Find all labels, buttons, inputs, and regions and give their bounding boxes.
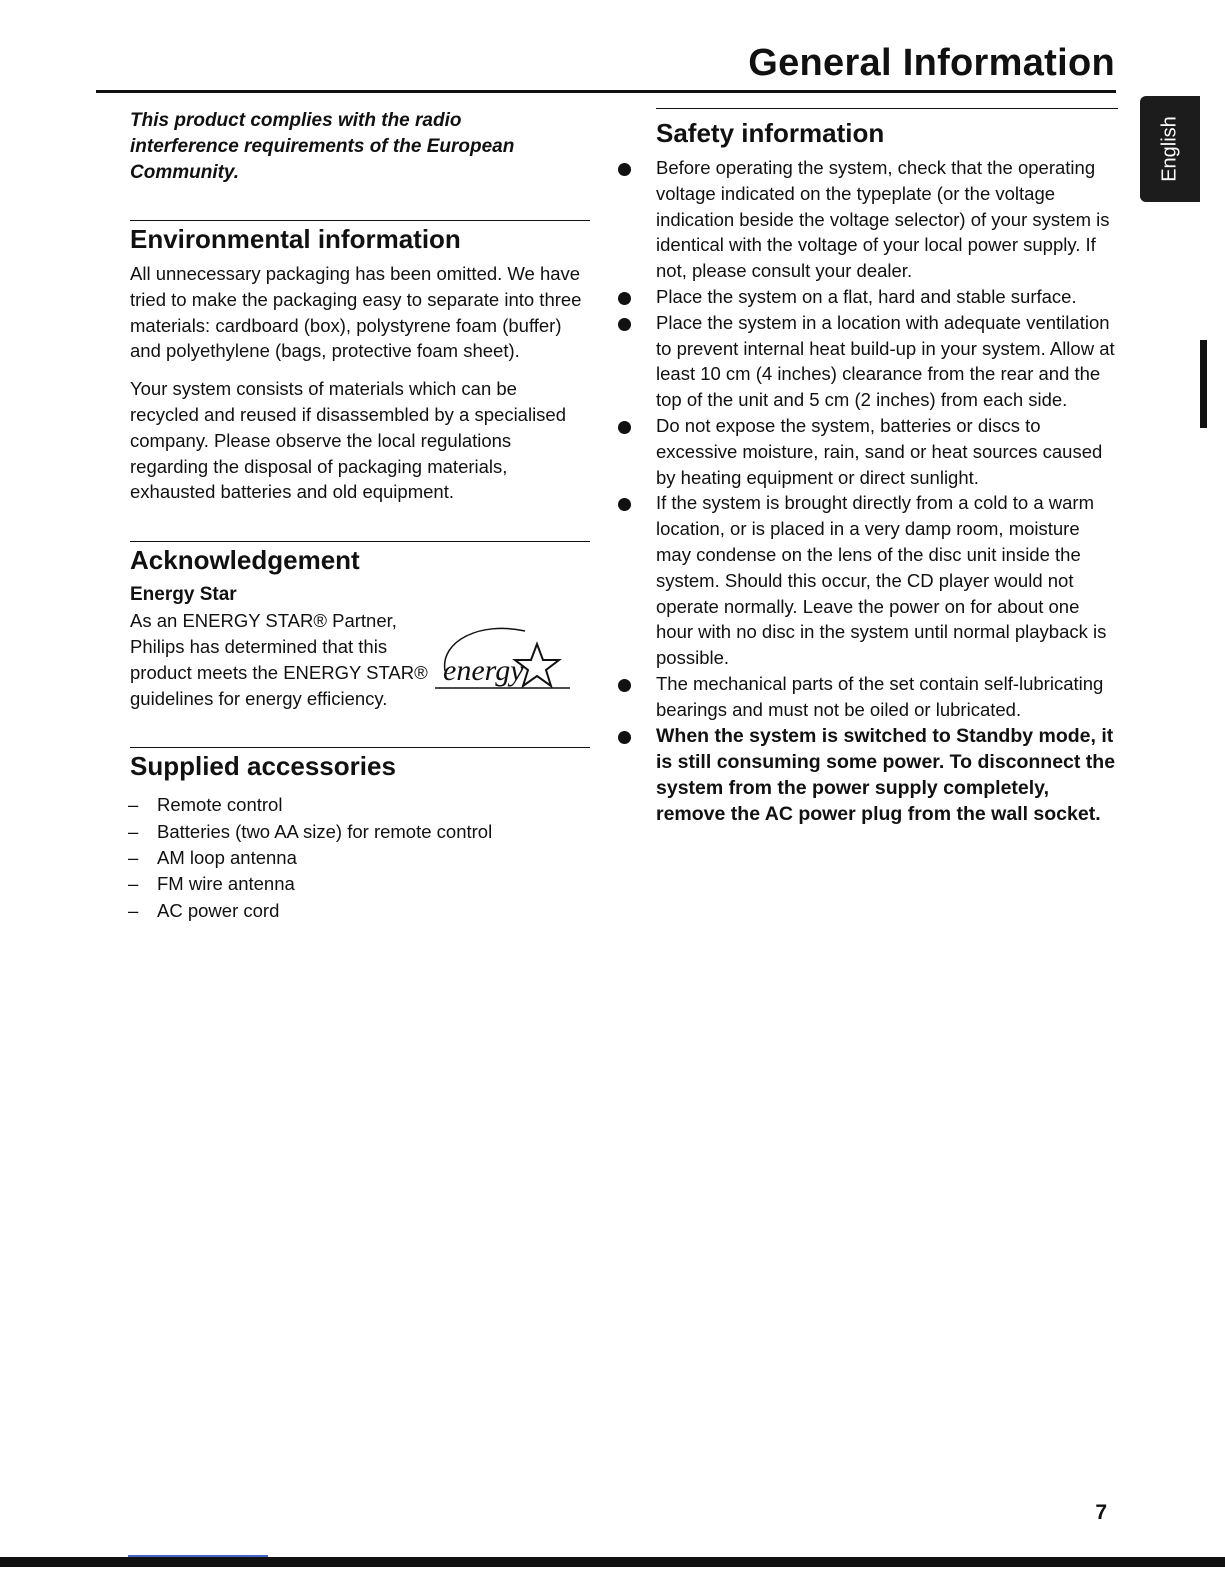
list-item: – AC power cord — [128, 899, 280, 921]
bullet-icon — [618, 163, 631, 176]
environmental-paragraph: Your system consists of materials which can be recycled and reused if disassembled by a specialised company. Please observe the local regulations regarding the disposal of packaging materials, exhausted batteries and old equipment. — [130, 378, 567, 503]
safety-list — [618, 155, 1118, 827]
page-number: 7 — [1095, 1501, 1107, 1524]
list-item: The mechanical parts of the set contain self-lubricating bearings and must not be oiled or lubricated. — [618, 671, 1118, 723]
safety-heading: Safety information — [656, 118, 885, 148]
list-item: – FM wire antenna — [128, 873, 295, 895]
header-rule — [96, 90, 1116, 93]
list-item: – Remote control — [128, 794, 283, 816]
page-title: General Information — [748, 42, 1115, 84]
bullet-icon — [618, 292, 631, 305]
energy-star-block — [130, 608, 590, 711]
side-margin-mark — [1200, 340, 1207, 428]
energy-star-logo-icon — [425, 616, 575, 696]
left-column — [130, 108, 590, 924]
environmental-section — [130, 220, 590, 505]
bullet-icon — [618, 421, 631, 434]
supplied-accessories-section — [130, 747, 590, 923]
acknowledgement-section — [130, 541, 590, 711]
language-tab-label: English — [1158, 116, 1181, 182]
bullet-icon — [618, 318, 631, 331]
list-item: Before operating the system, check that the operating voltage indicated on the typeplate (or the voltage indication beside the voltage selector) of your system is identical with the voltage of your local power supply. If not, please consult your dealer. — [618, 155, 1118, 284]
list-item: Do not expose the system, batteries or discs to excessive moisture, rain, sand or heat sources caused by heating equipment or direct sunlight. — [618, 413, 1118, 490]
right-column — [618, 108, 1118, 827]
bottom-rule — [0, 1557, 1225, 1567]
list-item: If the system is brought directly from a cold to a warm location, or is placed in a very damp room, moisture may condense on the lens of the disc unit inside the system. Should this occur, the CD player would not operate normally. Leave the power on for about one hour with no disc in the system until normal playback is possible. — [618, 490, 1118, 671]
energy-star-text: As an ENERGY STAR® Partner, Philips has determined that this product meets the ENERGY STAR® guidelines for energy efficiency. — [130, 610, 428, 709]
supplied-accessories-heading: Supplied accessories — [130, 751, 396, 782]
bullet-icon — [618, 498, 631, 511]
list-item: – Batteries (two AA size) for remote control — [128, 820, 493, 842]
bullet-icon — [618, 679, 631, 692]
svg-text:energy: energy — [443, 654, 524, 688]
environmental-heading: Environmental information — [130, 224, 461, 254]
acknowledgement-heading: Acknowledgement — [130, 545, 360, 576]
standby-warning: When the system is switched to Standby mode, it is still consuming some power. To disconnect the system from the power supply completely, remove the AC power plug from the wall socket. — [618, 723, 1118, 827]
environmental-paragraph: All unnecessary packaging has been omitted. We have tried to make the packaging easy to separate into three materials: cardboard (box), polystyrene foam (buffer) and polyethylene (bags, protective foam sheet). — [130, 263, 582, 362]
energy-star-subheading: Energy Star — [130, 584, 237, 606]
language-tab[interactable] — [1140, 96, 1200, 202]
list-item: Place the system in a location with adequate ventilation to prevent internal heat build-up in your system. Allow at least 10 cm (4 inches) clearance from the rear and the top of the unit and 5 cm (2 inches) from each side. — [618, 310, 1118, 413]
compliance-note: This product complies with the radio interference requirements of the European Community. — [130, 110, 515, 183]
accessories-list — [130, 792, 590, 923]
list-item: Place the system on a flat, hard and stable surface. — [618, 284, 1118, 310]
safety-section — [656, 108, 1118, 149]
list-item: – AM loop antenna — [128, 846, 297, 868]
bullet-icon — [618, 731, 631, 744]
